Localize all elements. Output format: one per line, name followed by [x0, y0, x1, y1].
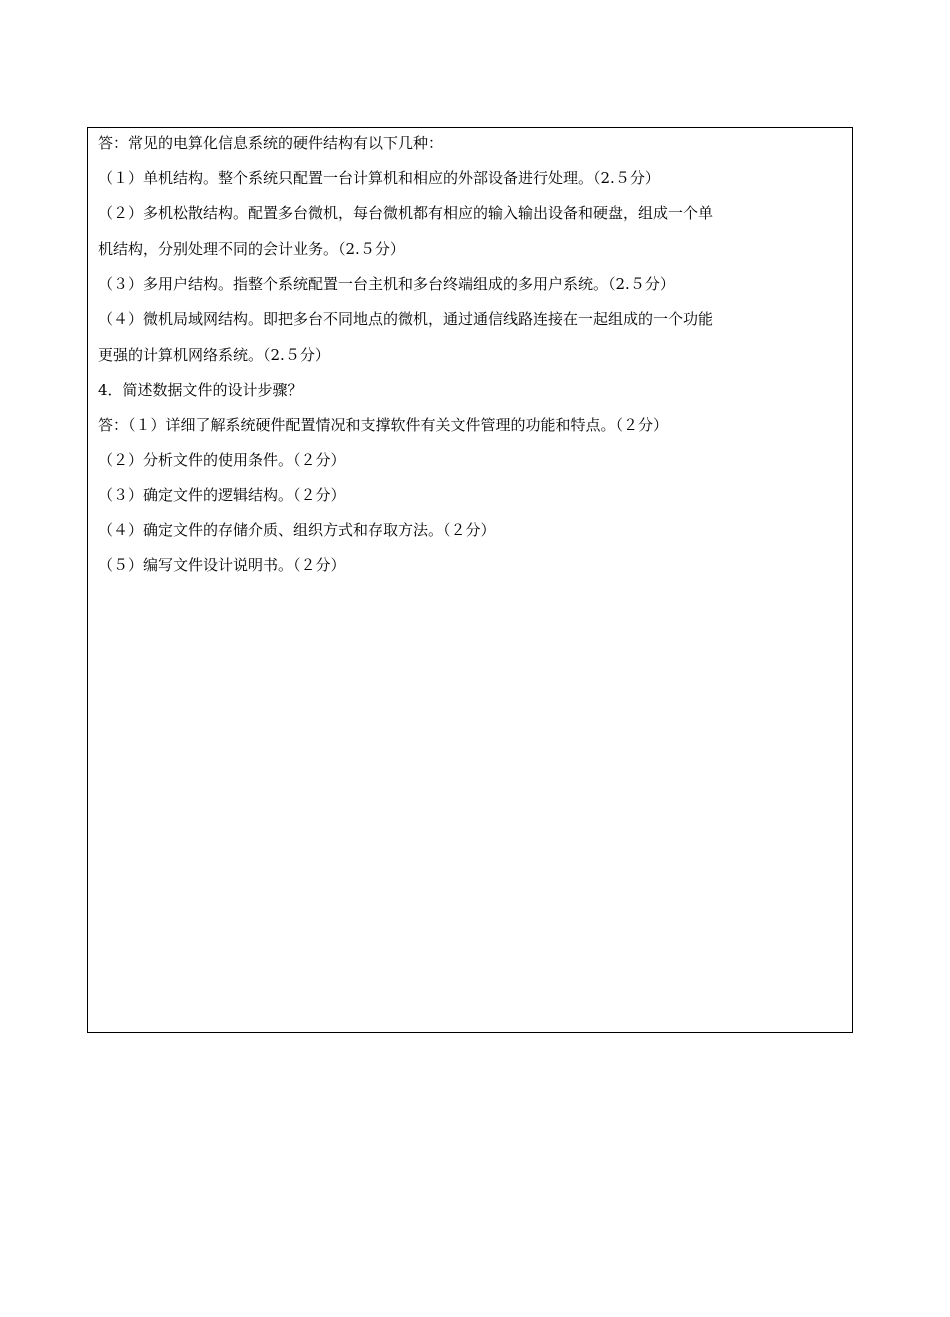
question-4-step-1: 答：（１）详细了解系统硬件配置情况和支撑软件有关文件管理的功能和特点。（２分） [98, 416, 669, 434]
answer-item-4-line-2: 更强的计算机网络系统。（2.５分） [98, 346, 330, 364]
answer-item-1: （１）单机结构。整个系统只配置一台计算机和相应的外部设备进行处理。（2.５分） [98, 169, 660, 187]
answer-intro: 答：常见的电算化信息系统的硬件结构有以下几种： [98, 134, 444, 152]
answer-item-2-line-1: （２）多机松散结构。配置多台微机，每台微机都有相应的输入输出设备和硬盘，组成一个单 [98, 204, 714, 222]
answer-box [87, 127, 853, 1033]
question-4-step-3: （３）确定文件的逻辑结构。（２分） [98, 486, 346, 504]
answer-item-4-line-1: （４）微机局域网结构。即把多台不同地点的微机，通过通信线路连接在一起组成的一个功能 [98, 310, 714, 328]
question-4-step-4: （４）确定文件的存储介质、组织方式和存取方法。（２分） [98, 521, 496, 539]
question-4-step-2: （２）分析文件的使用条件。（２分） [98, 451, 346, 469]
answer-item-2-line-2: 机结构，分别处理不同的会计业务。（2.５分） [98, 240, 405, 258]
question-4-step-5: （５）编写文件设计说明书。（２分） [98, 556, 346, 574]
answer-item-3: （３）多用户结构。指整个系统配置一台主机和多台终端组成的多用户系统。（2.５分） [98, 275, 675, 293]
question-4-title: 4．简述数据文件的设计步骤？ [98, 381, 303, 399]
